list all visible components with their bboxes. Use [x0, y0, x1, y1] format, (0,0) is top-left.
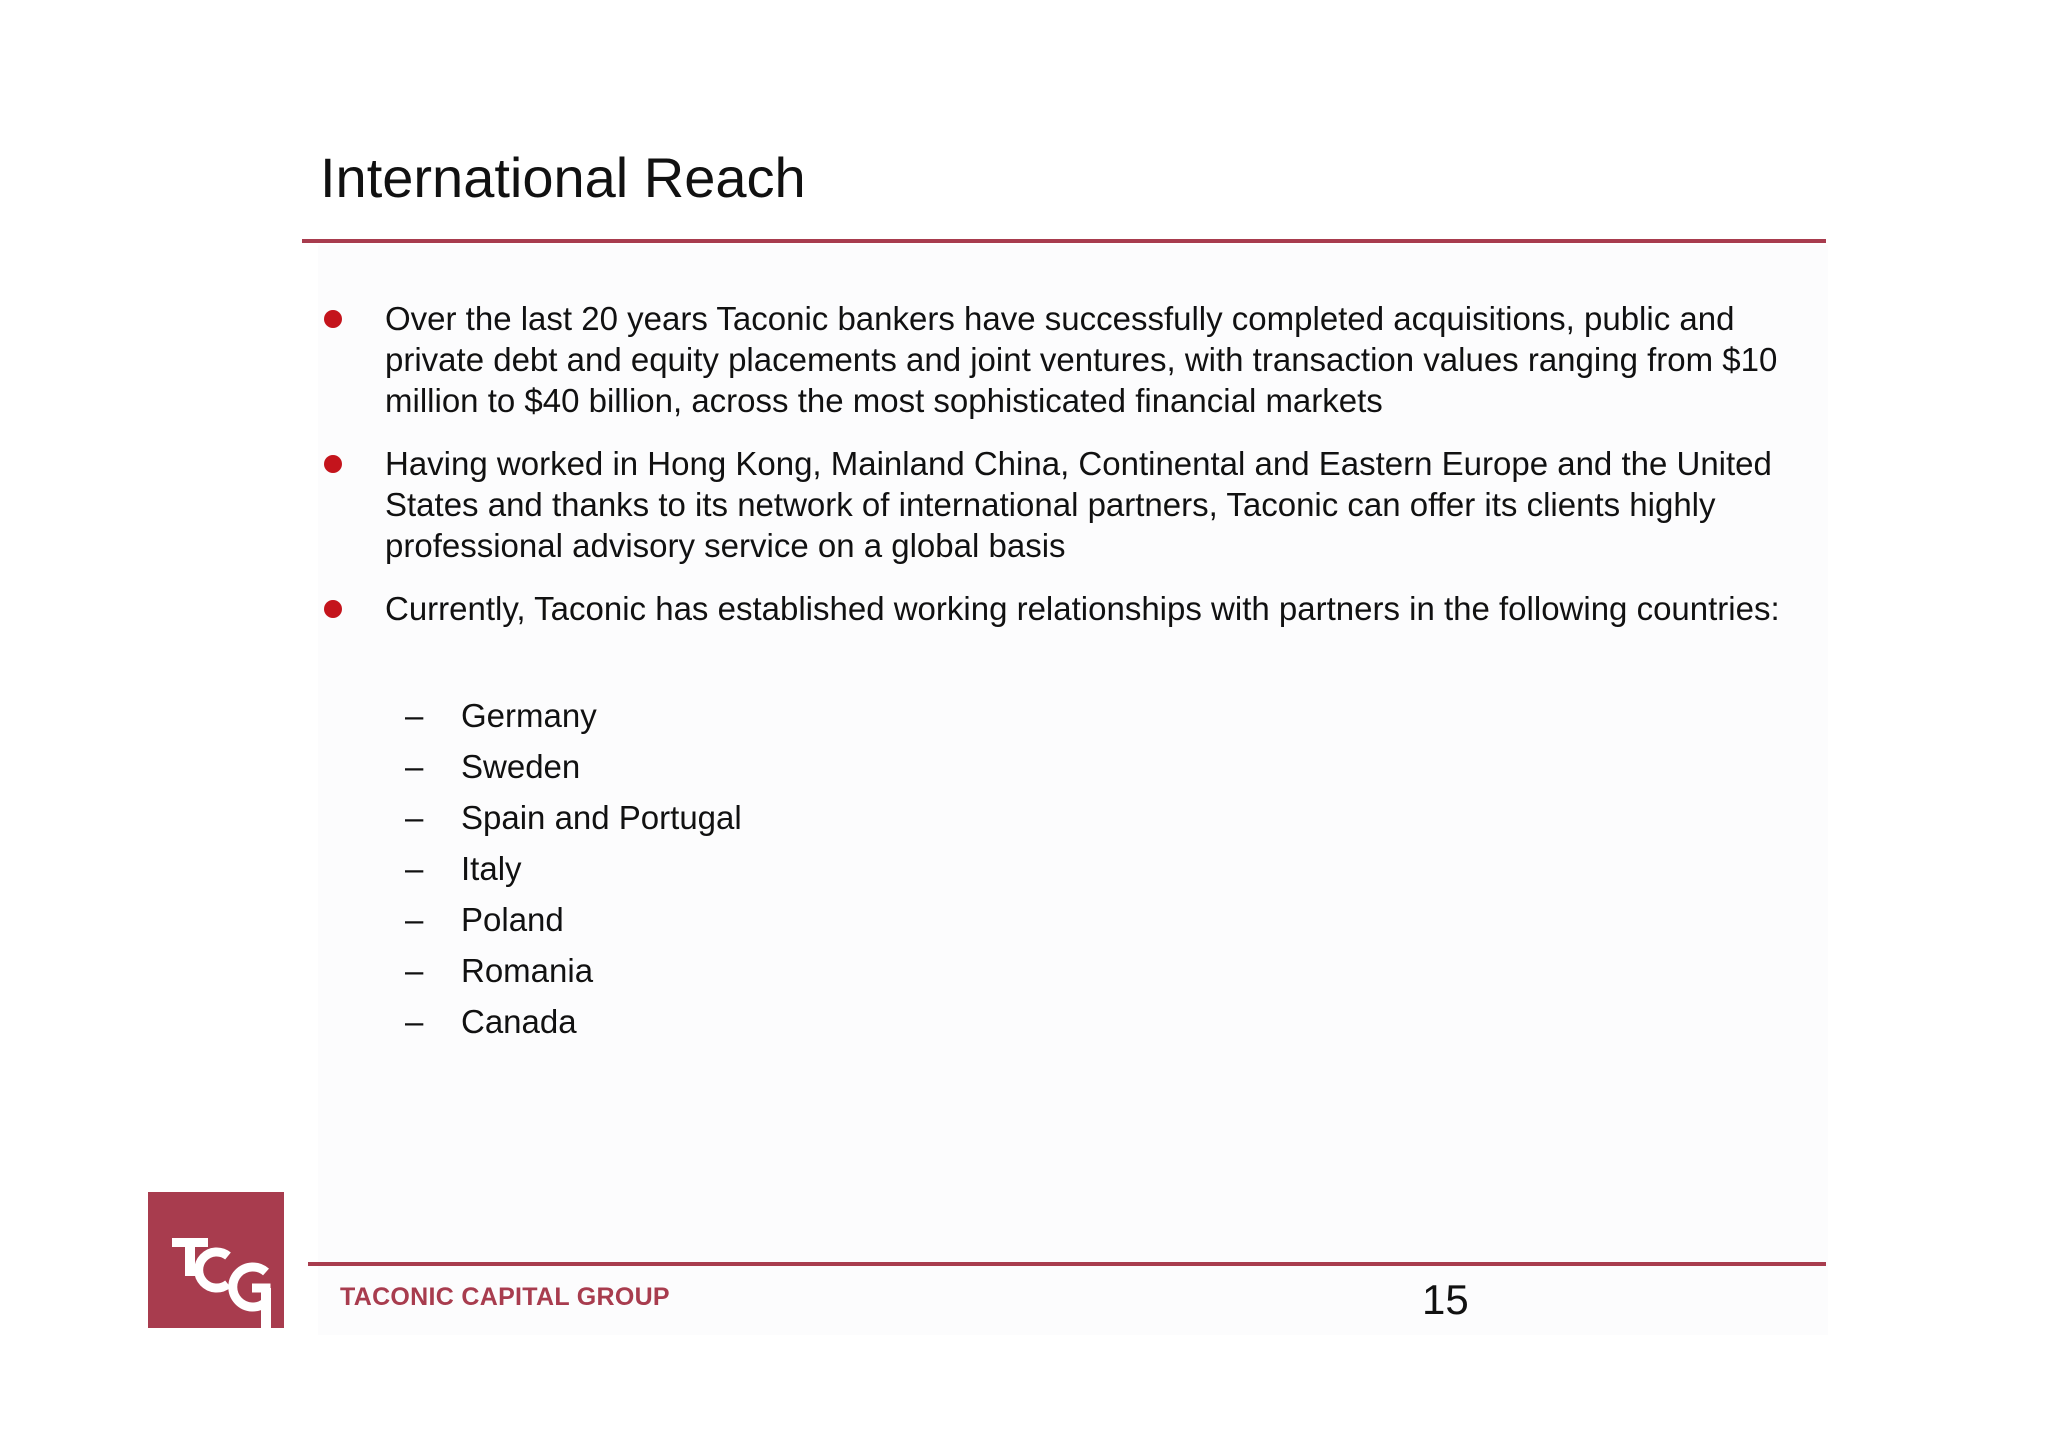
country-item [405, 894, 742, 945]
dash-marker: – [405, 850, 424, 887]
company-name: TACONIC CAPITAL GROUP [340, 1283, 670, 1311]
country-list [405, 690, 742, 1047]
dash-marker: – [405, 799, 424, 836]
slide-title: International Reach [320, 146, 806, 209]
country-item [405, 945, 742, 996]
country-item [405, 996, 742, 1047]
dash-marker: – [405, 748, 424, 785]
dash-marker: – [405, 901, 424, 938]
page-number: 15 [1422, 1276, 1469, 1323]
country-label: Sweden [461, 748, 581, 785]
country-label: Italy [461, 850, 522, 887]
bullet-dot-icon [324, 600, 342, 618]
bullet-text: Having worked in Hong Kong, Mainland China, Continental and Eastern Europe and the United States and thanks to its network of international partners, Taconic can offer its clients highly professional advisory service on a global basis [385, 445, 1772, 564]
bullet-item [320, 443, 1820, 566]
country-label: Romania [461, 952, 594, 989]
title-divider [302, 239, 1826, 243]
bullet-dot-icon [324, 455, 342, 473]
country-label: Spain and Portugal [461, 799, 742, 836]
bullet-item [320, 588, 1820, 629]
dash-marker: – [405, 697, 424, 734]
tcg-logo-mark [148, 1192, 284, 1328]
country-item [405, 843, 742, 894]
bullet-text: Over the last 20 years Taconic bankers have successfully completed acquisitions, public and private debt and equity placements and joint ventures, with transaction values ranging from $10 million to $40 billion, across the most sophisticated financial markets [385, 300, 1778, 419]
country-label: Germany [461, 697, 597, 734]
country-item [405, 792, 742, 843]
footer-divider [308, 1262, 1826, 1266]
country-label: Poland [461, 901, 564, 938]
bullet-item [320, 298, 1820, 421]
dash-marker: – [405, 952, 424, 989]
bullet-dot-icon [324, 310, 342, 328]
country-item [405, 690, 742, 741]
dash-marker: – [405, 1003, 424, 1040]
bullet-text: Currently, Taconic has established working relationships with partners in the following countries: [385, 590, 1780, 627]
country-label: Canada [461, 1003, 577, 1040]
bullet-list [320, 298, 1820, 651]
country-item [405, 741, 742, 792]
tcg-logo [148, 1192, 284, 1328]
